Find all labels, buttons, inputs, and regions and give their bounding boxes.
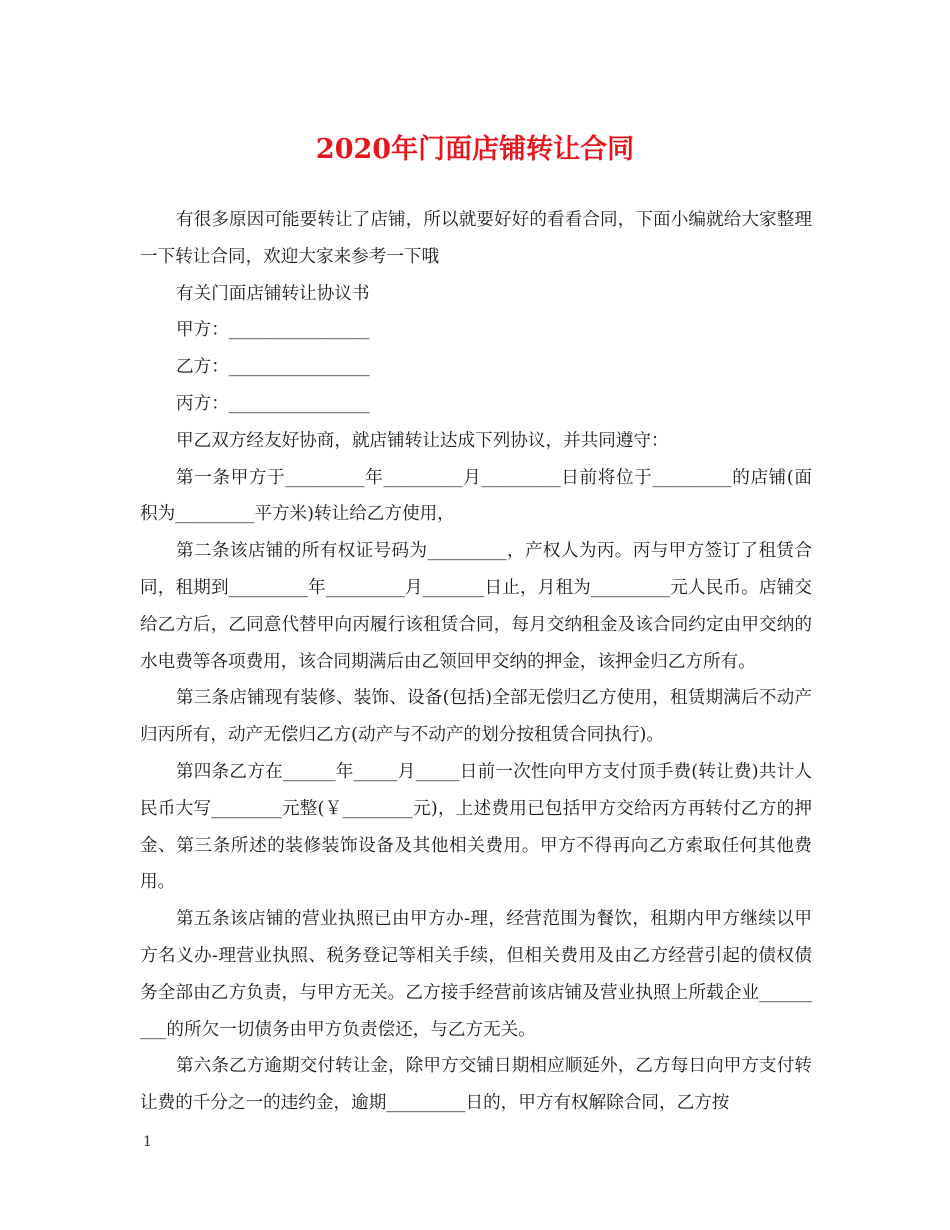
page-number: 1 (143, 1134, 152, 1150)
document-title: 2020年门面店铺转让合同 (315, 134, 635, 165)
article-6: 第六条乙方逾期交付转让金，除甲方交铺日期相应顺延外，乙方每日向甲方支付转让费的千分之一的违约金，逾期_________日的，甲方有权解除合同，乙方按 (140, 1056, 812, 1114)
article-2: 第二条该店铺的所有权证号码为_________，产权人为丙。丙与甲方签订了租赁合同，租期到_________年_________月_______日止，月租为_________元人民币。店铺交给乙方后，乙同意代替甲向丙履行该租赁合同，每月交纳租金及该合同约定由甲交纳的水电费等各项费用，该合同期满后由乙领回甲交纳的押金，该押金归乙方所有。 (140, 541, 812, 672)
article-4: 第四条乙方在______年_____月_____日前一次性向甲方支付顶手费(转让费)共计人民币大写________元整(￥________元)，上述费用已包括甲方交给丙方再转付乙方的押金、第三条所述的装修装饰设备及其他相关费用。甲方不得再向乙方索取任何其他费用。 (140, 761, 812, 893)
party-c-line: 丙方：________________ (176, 393, 370, 414)
intro-paragraph: 有很多原因可能要转让了店铺，所以就要好好的看看合同，下面小编就给大家整理一下转让合同，欢迎大家来参考一下哦 (140, 210, 812, 267)
preamble-paragraph: 甲乙双方经友好协商，就店铺转让达成下列协议，并共同遵守： (176, 430, 669, 451)
article-5: 第五条该店铺的营业执照已由甲方办-理，经营范围为餐饮，租期内甲方继续以甲方名义办-理营业执照、税务登记等相关手续，但相关费用及由乙方经营引起的债权债务全部由乙方负责，与甲方无关。乙方接手经营前该店铺及营业执照上所载企业_________的所欠一切债务由甲方负责偿还，与乙方无关。 (140, 909, 812, 1040)
document-body (140, 202, 812, 1122)
agreement-heading: 有关门面店铺转让协议书 (176, 283, 370, 304)
article-3: 第三条店铺现有装修、装饰、设备(包括)全部无偿归乙方使用，租赁期满后不动产归丙所有，动产无偿归乙方(动产与不动产的划分按租赁合同执行)。 (140, 688, 812, 746)
article-1: 第一条甲方于_________年_________月_________日前将位于_________的店铺(面积为_________平方米)转让给乙方使用， (140, 467, 812, 525)
party-a-line: 甲方：________________ (176, 320, 370, 341)
party-b-line: 乙方：________________ (176, 357, 370, 378)
